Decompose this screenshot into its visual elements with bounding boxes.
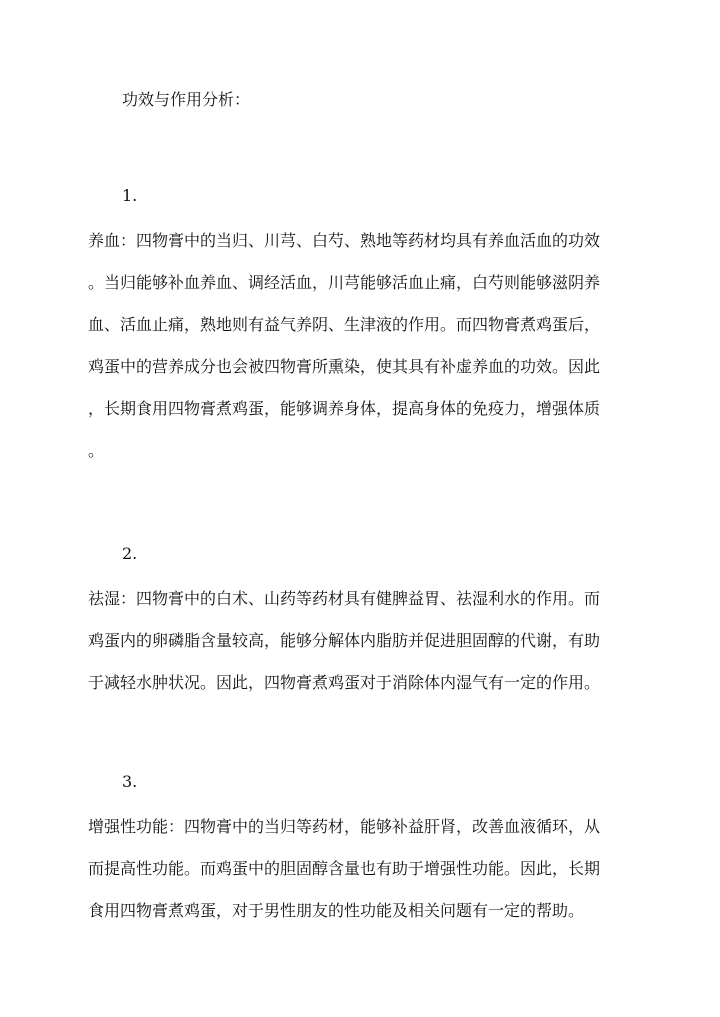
- paragraph-1-line-2: 。当归能够补血养血、调经活血，川芎能够活血止痛，白芍则能够滋阴养: [88, 273, 601, 292]
- paragraph-2-line-3: 于减轻水肿状况。因此，四物膏煮鸡蛋对于消除体内湿气有一定的作用。: [88, 673, 601, 692]
- paragraph-2-line-2: 鸡蛋内的卵磷脂含量较高，能够分解体内脂肪并促进胆固醇的代谢，有助: [88, 631, 601, 650]
- section-heading: 功效与作用分析：: [122, 90, 251, 109]
- item-number-3: 3.: [122, 772, 138, 791]
- paragraph-1-line-3: 血、活血止痛，熟地则有益气养阴、生津液的作用。而四物膏煮鸡蛋后，: [88, 315, 601, 334]
- paragraph-3-line-3: 食用四物膏煮鸡蛋，对于男性朋友的性功能及相关问题有一定的帮助。: [88, 901, 585, 920]
- paragraph-1-line-4: 鸡蛋中的营养成分也会被四物膏所熏染，使其具有补虚养血的功效。因此: [88, 357, 601, 376]
- item-number-1: 1.: [122, 186, 138, 205]
- paragraph-2-line-1: 祛湿：四物膏中的白术、山药等药材具有健脾益胃、祛湿利水的作用。而: [88, 589, 601, 608]
- paragraph-3-line-1: 增强性功能：四物膏中的当归等药材，能够补益肝肾，改善血液循环，从: [88, 817, 601, 836]
- paragraph-3-line-2: 而提高性功能。而鸡蛋中的胆固醇含量也有助于增强性功能。因此，长期: [88, 859, 601, 878]
- item-number-2: 2.: [122, 544, 138, 563]
- paragraph-1-line-1: 养血：四物膏中的当归、川芎、白芍、熟地等药材均具有养血活血的功效: [88, 231, 601, 250]
- paragraph-1-line-6: 。: [88, 441, 105, 460]
- paragraph-1-line-5: ，长期食用四物膏煮鸡蛋，能够调养身体，提高身体的免疫力，增强体质: [88, 399, 601, 418]
